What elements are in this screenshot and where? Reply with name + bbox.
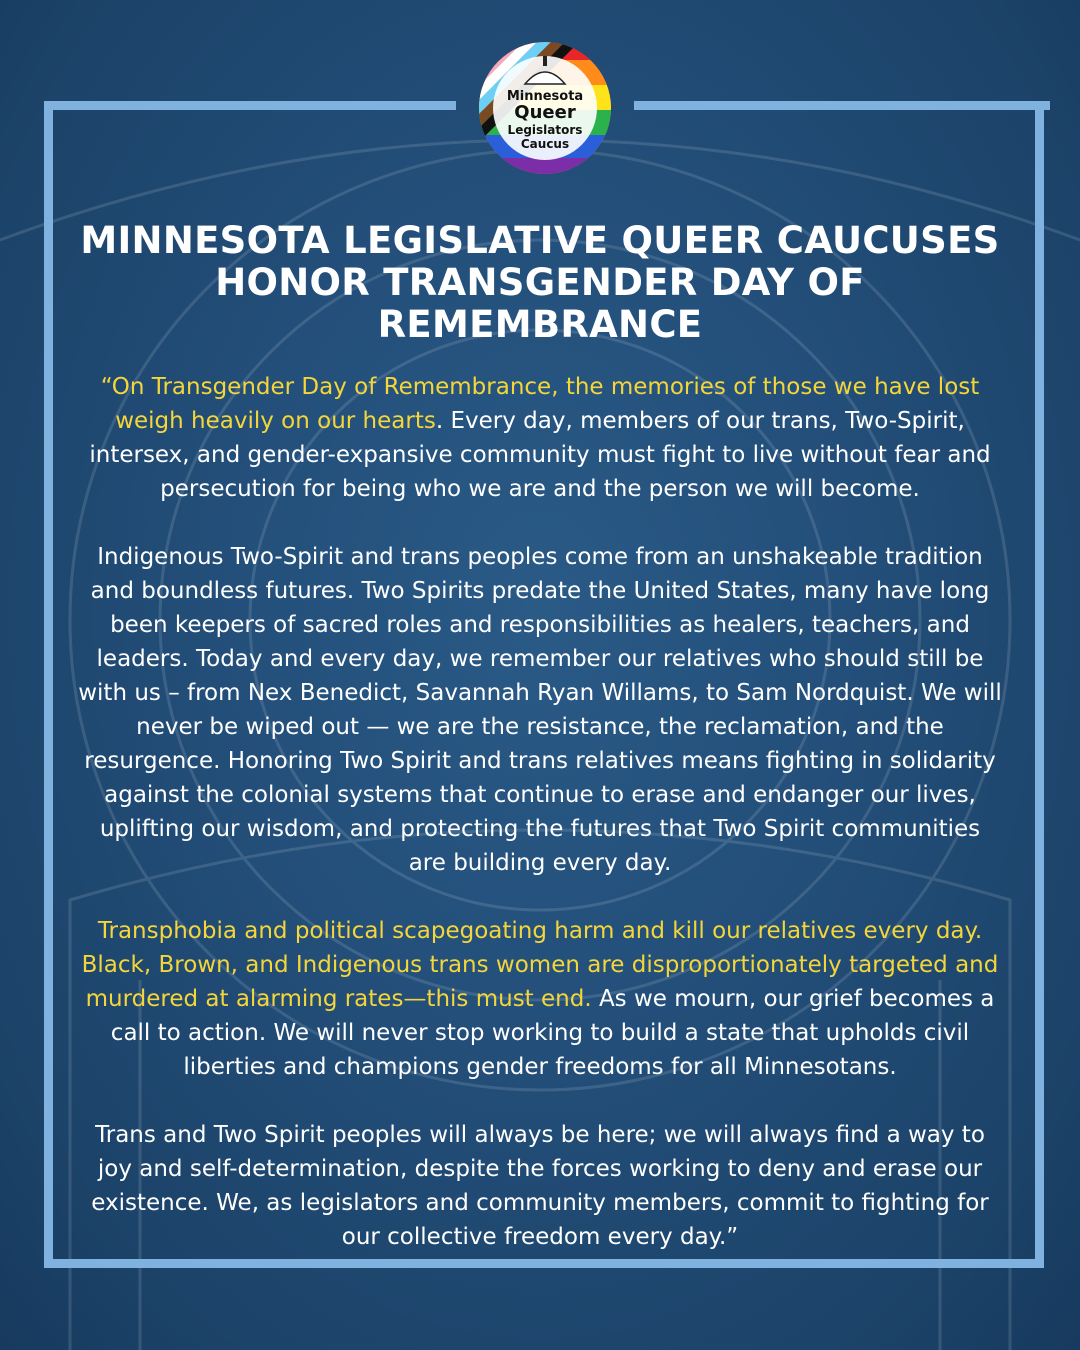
paragraph-1-highlight: “On Transgender Day of Remembrance, the memories of those we have lost weigh heavily on our hearts (100, 374, 980, 434)
frame-top-right (634, 101, 1050, 110)
paragraph-3-text: As we mourn, our grief becomes a call to action. We will never stop working to build a state that upholds civil liberties and champions gender freedoms for all Minnesotans. (110, 986, 995, 1080)
paragraph-3-highlight: Transphobia and political scapegoating harm and kill our relatives every day. Black, Brown, and Indigenous trans women are disproportionately targeted and murdered at alarming rates—this must end. (81, 918, 999, 1012)
paragraph-3 (78, 914, 1002, 1084)
paragraph-4-text: Trans and Two Spirit peoples will always be here; we will always find a way to joy and self-determination, despite the forces working to deny and erase our existence. We, as legislators and community members, commit to fighting for our collective freedom every day.” (91, 1122, 989, 1250)
statement-body (78, 370, 1002, 1288)
caucus-logo (477, 40, 613, 176)
logo-line-1: Minnesota (506, 89, 584, 104)
logo-line-3: Legislators (507, 123, 583, 137)
frame-top-left (44, 101, 456, 110)
logo-line-2: Queer (514, 102, 576, 123)
paragraph-1-text: . Every day, members of our trans, Two-Spirit, intersex, and gender-expansive community must fight to live without fear and persecution for being who we are and the person we will become. (89, 408, 991, 502)
paragraph-2-text: Indigenous Two-Spirit and trans peoples come from an unshakeable tradition and boundless futures. Two Spirits predate the United States, many have long been keepers of sacred roles and responsibilities as healers, teachers, and leaders. Today and every day, we remember our relatives who should still be with us – from Nex Benedict, Savannah Ryan Willams, to Sam Nordquist. We will never be wiped out — we are the resistance, the reclamation, and the resurgence. Honoring Two Spirit and trans relatives means fighting in solidarity against the colonial systems that continue to erase and endanger our lives, uplifting our wisdom, and protecting the futures that Two Spirit communities are building every day. (78, 544, 1002, 876)
paragraph-4 (78, 1118, 1002, 1254)
logo-line-4: Caucus (520, 137, 570, 151)
paragraph-1 (78, 370, 1002, 506)
page-title: MINNESOTA LEGISLATIVE QUEER CAUCUSES HONOR TRANSGENDER DAY OF REMEMBRANCE (80, 219, 1000, 346)
paragraph-2 (78, 540, 1002, 880)
